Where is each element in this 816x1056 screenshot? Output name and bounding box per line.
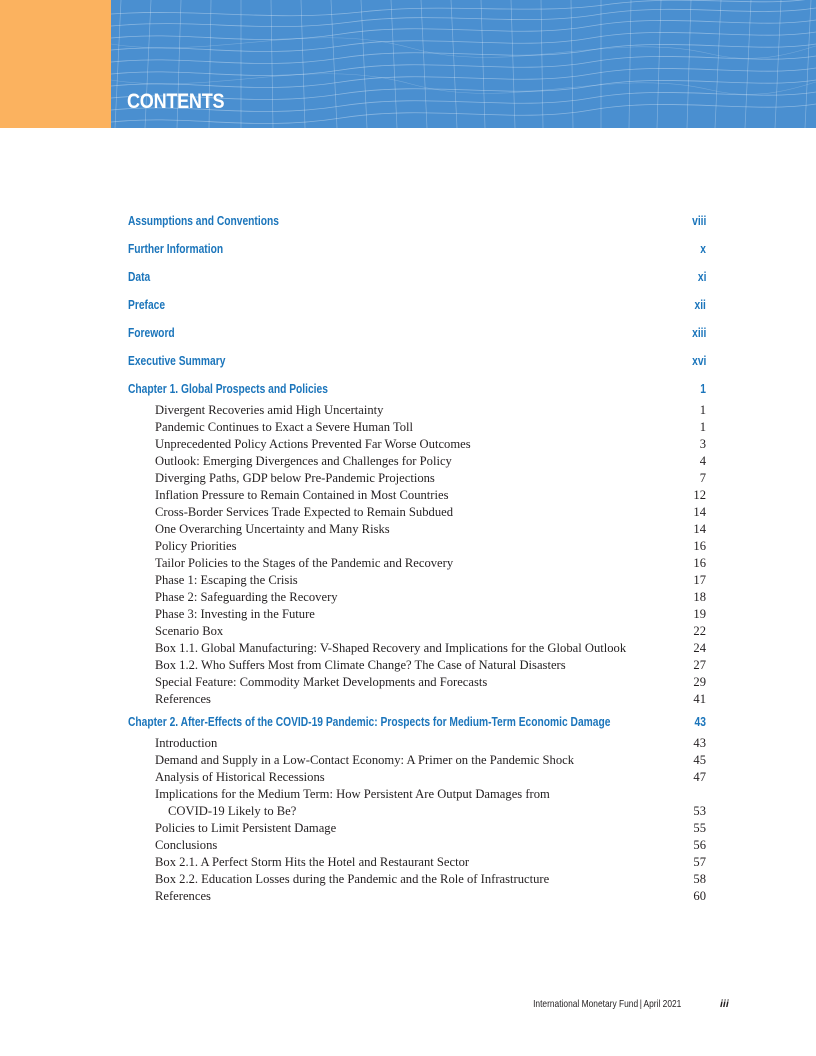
- toc-item-page: 57: [693, 855, 706, 869]
- footer-publisher-line: [533, 998, 681, 1010]
- toc-item-label: Box 2.1. A Perfect Storm Hits the Hotel and Restaurant Sector: [155, 855, 470, 869]
- toc-item-label: Divergent Recoveries amid High Uncertainty: [155, 403, 384, 417]
- toc-list-item[interactable]: [128, 606, 706, 622]
- toc-item-label: Policy Priorities: [155, 539, 237, 553]
- toc-item-page: 27: [693, 658, 706, 672]
- toc-item-label: Box 1.2. Who Suffers Most from Climate Change? The Case of Natural Disasters: [155, 658, 566, 672]
- toc-item-page: 58: [693, 872, 706, 886]
- toc-chapter-1[interactable]: [128, 381, 706, 397]
- footer-date: April 2021: [643, 998, 681, 1010]
- toc-item-label: Analysis of Historical Recessions: [155, 770, 325, 784]
- toc-entry-label: Assumptions and Conventions: [128, 214, 279, 228]
- toc-entry-label: Executive Summary: [128, 354, 226, 368]
- chapter-title: Chapter 2. After-Effects of the COVID-19 Pandemic: Prospects for Medium-Term Economic Damage: [128, 715, 611, 729]
- toc-item-label: Tailor Policies to the Stages of the Pandemic and Recovery: [155, 556, 454, 570]
- toc-list-item[interactable]: [128, 735, 706, 751]
- toc-item-label: Demand and Supply in a Low-Contact Economy: A Primer on the Pandemic Shock: [155, 753, 575, 767]
- toc-list-item[interactable]: [128, 589, 706, 605]
- toc-list-item[interactable]: [128, 888, 706, 904]
- toc-item-page: 45: [693, 753, 706, 767]
- toc-entry-label: Preface: [128, 298, 166, 312]
- toc-item-page: 14: [693, 505, 706, 519]
- toc-item-label: Phase 1: Escaping the Crisis: [155, 573, 298, 587]
- toc-list-item[interactable]: [128, 555, 706, 571]
- toc-item-page: 1: [699, 420, 706, 434]
- toc-list-item[interactable]: [128, 521, 706, 537]
- toc-list-item[interactable]: [128, 572, 706, 588]
- toc-item-label: Diverging Paths, GDP below Pre-Pandemic Projections: [155, 471, 435, 485]
- toc-entry-foreword[interactable]: [128, 325, 706, 341]
- toc-entry-further-information[interactable]: [128, 241, 706, 257]
- toc-item-page: 55: [693, 821, 706, 835]
- toc-item-label: Implications for the Medium Term: How Persistent Are Output Damages from: [155, 787, 550, 801]
- toc-entry-page: xi: [697, 270, 706, 284]
- header-banner: [0, 0, 816, 128]
- toc-item-label: Box 2.2. Education Losses during the Pandemic and the Role of Infrastructure: [155, 872, 550, 886]
- toc-list-item[interactable]: [128, 538, 706, 554]
- toc-list-item[interactable]: [128, 820, 706, 836]
- toc-list-item-continued[interactable]: [128, 803, 706, 819]
- toc-item-page: 47: [693, 770, 706, 784]
- toc-item-label: Box 1.1. Global Manufacturing: V-Shaped Recovery and Implications for the Global Outlook: [155, 641, 627, 655]
- toc-item-label: COVID-19 Likely to Be?: [168, 804, 297, 818]
- toc-entry-label: Data: [128, 270, 151, 284]
- chapter-title: Chapter 1. Global Prospects and Policies: [128, 382, 328, 396]
- toc-item-page: 29: [693, 675, 706, 689]
- toc-item-page: 60: [693, 889, 706, 903]
- toc-item-page: 41: [693, 692, 706, 706]
- toc-entry-label: Foreword: [128, 326, 175, 340]
- footer-page-number: iii: [720, 998, 729, 1010]
- toc-list-item[interactable]: [128, 419, 706, 435]
- toc-item-label: Scenario Box: [155, 624, 224, 638]
- toc-item-label: Special Feature: Commodity Market Developments and Forecasts: [155, 675, 488, 689]
- toc-item-label: Inflation Pressure to Remain Contained in Most Countries: [155, 488, 449, 502]
- toc-list-item[interactable]: [128, 470, 706, 486]
- toc-list-item[interactable]: [128, 871, 706, 887]
- toc-item-page: 18: [693, 590, 706, 604]
- toc-item-label: Cross-Border Services Trade Expected to Remain Subdued: [155, 505, 454, 519]
- toc-list-item[interactable]: [128, 640, 706, 656]
- toc-list-item[interactable]: [128, 837, 706, 853]
- toc-item-page: 12: [693, 488, 706, 502]
- footer-separator: |: [639, 998, 642, 1010]
- toc-item-page: 24: [693, 641, 706, 655]
- toc-item-label: Pandemic Continues to Exact a Severe Human Toll: [155, 420, 414, 434]
- toc-item-page: 17: [693, 573, 706, 587]
- toc-item-label: One Overarching Uncertainty and Many Risks: [155, 522, 390, 536]
- toc-item-page: 1: [699, 403, 706, 417]
- toc-item-label: Outlook: Emerging Divergences and Challenges for Policy: [155, 454, 452, 468]
- toc-item-page: 56: [693, 838, 706, 852]
- toc-item-label: References: [155, 692, 211, 706]
- footer-publisher: International Monetary Fund: [532, 998, 638, 1010]
- page-title: CONTENTS: [127, 90, 225, 113]
- toc-entry-executive-summary[interactable]: [128, 353, 706, 369]
- toc-item-page: 7: [699, 471, 706, 485]
- toc-list-item[interactable]: [128, 487, 706, 503]
- toc-item-label: Policies to Limit Persistent Damage: [155, 821, 337, 835]
- toc-list-item[interactable]: [128, 674, 706, 690]
- toc-item-label: Introduction: [155, 736, 218, 750]
- toc-list-item[interactable]: [128, 657, 706, 673]
- toc-item-label: Unprecedented Policy Actions Prevented Far Worse Outcomes: [155, 437, 471, 451]
- toc-list-item[interactable]: [128, 623, 706, 639]
- toc-item-page: 22: [693, 624, 706, 638]
- toc-entry-data[interactable]: [128, 269, 706, 285]
- toc-item-page: 43: [693, 736, 706, 750]
- toc-list-item[interactable]: [128, 691, 706, 707]
- toc-list-item[interactable]: [128, 752, 706, 768]
- toc-item-page: 53: [693, 804, 706, 818]
- toc-item-label: References: [155, 889, 211, 903]
- toc-item-page: 16: [693, 539, 706, 553]
- toc-item-label: Phase 3: Investing in the Future: [155, 607, 315, 621]
- toc-item-page: 4: [699, 454, 706, 468]
- toc-entry-page: xvi: [691, 354, 706, 368]
- toc-list-item[interactable]: [128, 402, 706, 418]
- toc-entry-preface[interactable]: [128, 297, 706, 313]
- toc-entry-page: xii: [694, 298, 706, 312]
- toc-list-item[interactable]: [128, 854, 706, 870]
- toc-item-label: Conclusions: [155, 838, 218, 852]
- toc-entry-page: viii: [691, 214, 706, 228]
- toc-list-item[interactable]: [128, 436, 706, 452]
- toc-chapter-2[interactable]: [128, 714, 706, 730]
- banner-accent-block: [0, 0, 111, 128]
- toc-list-item[interactable]: [128, 453, 706, 469]
- toc-item-label: Phase 2: Safeguarding the Recovery: [155, 590, 338, 604]
- toc-item-page: 16: [693, 556, 706, 570]
- toc-item-page: 3: [699, 437, 706, 451]
- toc-entry-page: xiii: [691, 326, 706, 340]
- chapter-page: 1: [700, 382, 706, 396]
- toc-item-page: 19: [693, 607, 706, 621]
- toc-list-item[interactable]: [128, 786, 706, 802]
- toc-item-page: 14: [693, 522, 706, 536]
- toc-entry-page: x: [700, 242, 706, 256]
- toc-list-item[interactable]: [128, 769, 706, 785]
- toc-list-item[interactable]: [128, 504, 706, 520]
- toc-entry-label: Further Information: [128, 242, 224, 256]
- toc-entry-assumptions[interactable]: [128, 213, 706, 229]
- chapter-page: 43: [694, 715, 706, 729]
